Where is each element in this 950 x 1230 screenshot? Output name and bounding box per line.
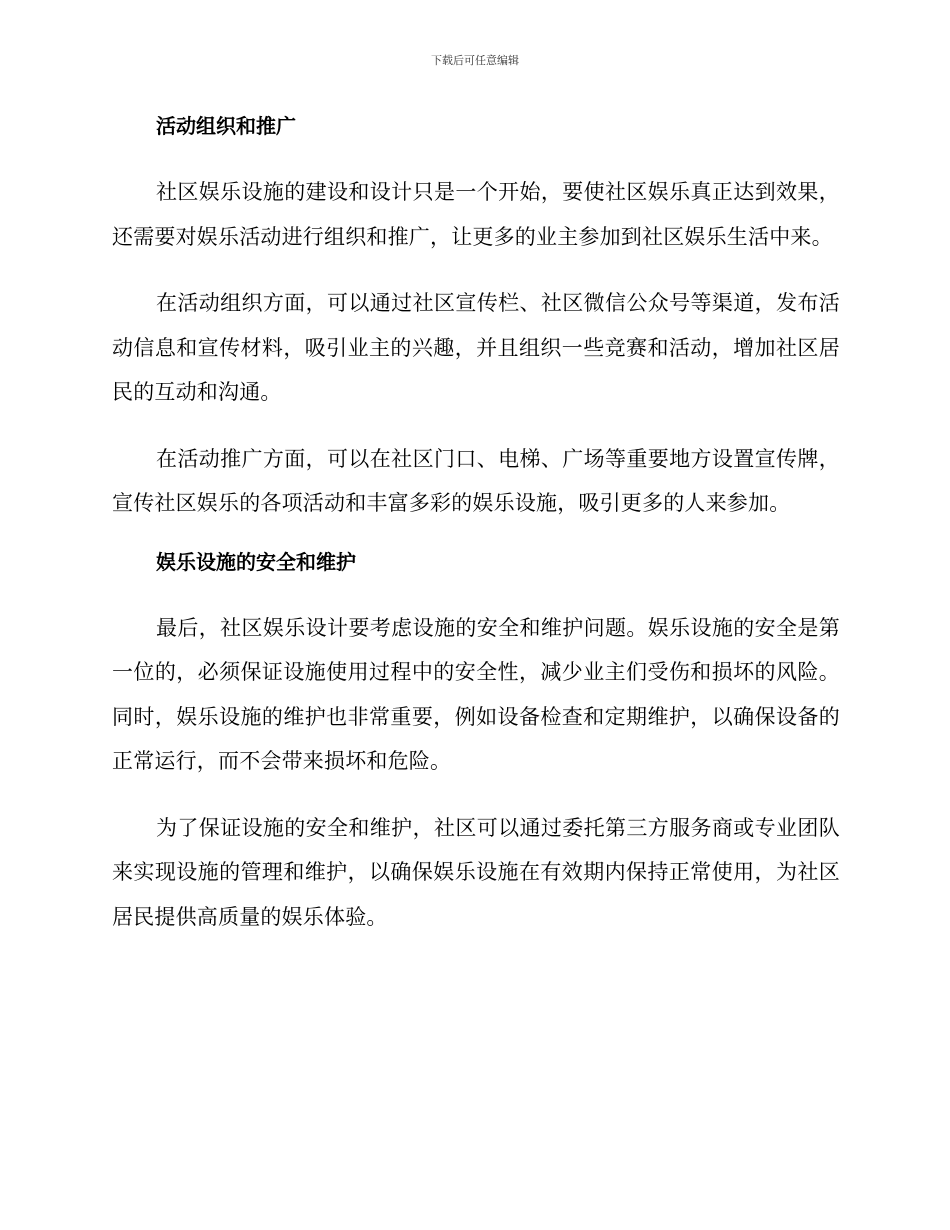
paragraph: 最后，社区娱乐设计要考虑设施的安全和维护问题。娱乐设施的安全是第一位的，必须保证设施使用过程中的安全性，减少业主们受伤和损坏的风险。同时，娱乐设施的维护也非常重要，例如设备检查和定期维护，以确保设备的正常运行，而不会带来损坏和危险。 — [112, 615, 840, 773]
paragraph: 在活动组织方面，可以通过社区宣传栏、社区微信公众号等渠道，发布活动信息和宣传材料，吸引业主的兴趣，并且组织一些竞赛和活动，增加社区居民的互动和沟通。 — [112, 291, 840, 404]
document-content — [112, 112, 840, 961]
section-heading: 活动组织和推广 — [156, 114, 296, 138]
paragraph: 为了保证设施的安全和维护，社区可以通过委托第三方服务商或专业团队来实现设施的管理和维护，以确保娱乐设施在有效期内保持正常使用，为社区居民提供高质量的娱乐体验。 — [112, 815, 840, 929]
paragraph: 在活动推广方面，可以在社区门口、电梯、广场等重要地方设置宣传牌，宣传社区娱乐的各项活动和丰富多彩的娱乐设施，吸引更多的人来参加。 — [112, 446, 840, 515]
page-header-note: 下载后可任意编辑 — [431, 54, 519, 67]
paragraph: 社区娱乐设施的建设和设计只是一个开始，要使社区娱乐真正达到效果，还需要对娱乐活动进行组织和推广，让更多的业主参加到社区娱乐生活中来。 — [112, 180, 840, 249]
section-heading: 娱乐设施的安全和维护 — [156, 549, 356, 574]
